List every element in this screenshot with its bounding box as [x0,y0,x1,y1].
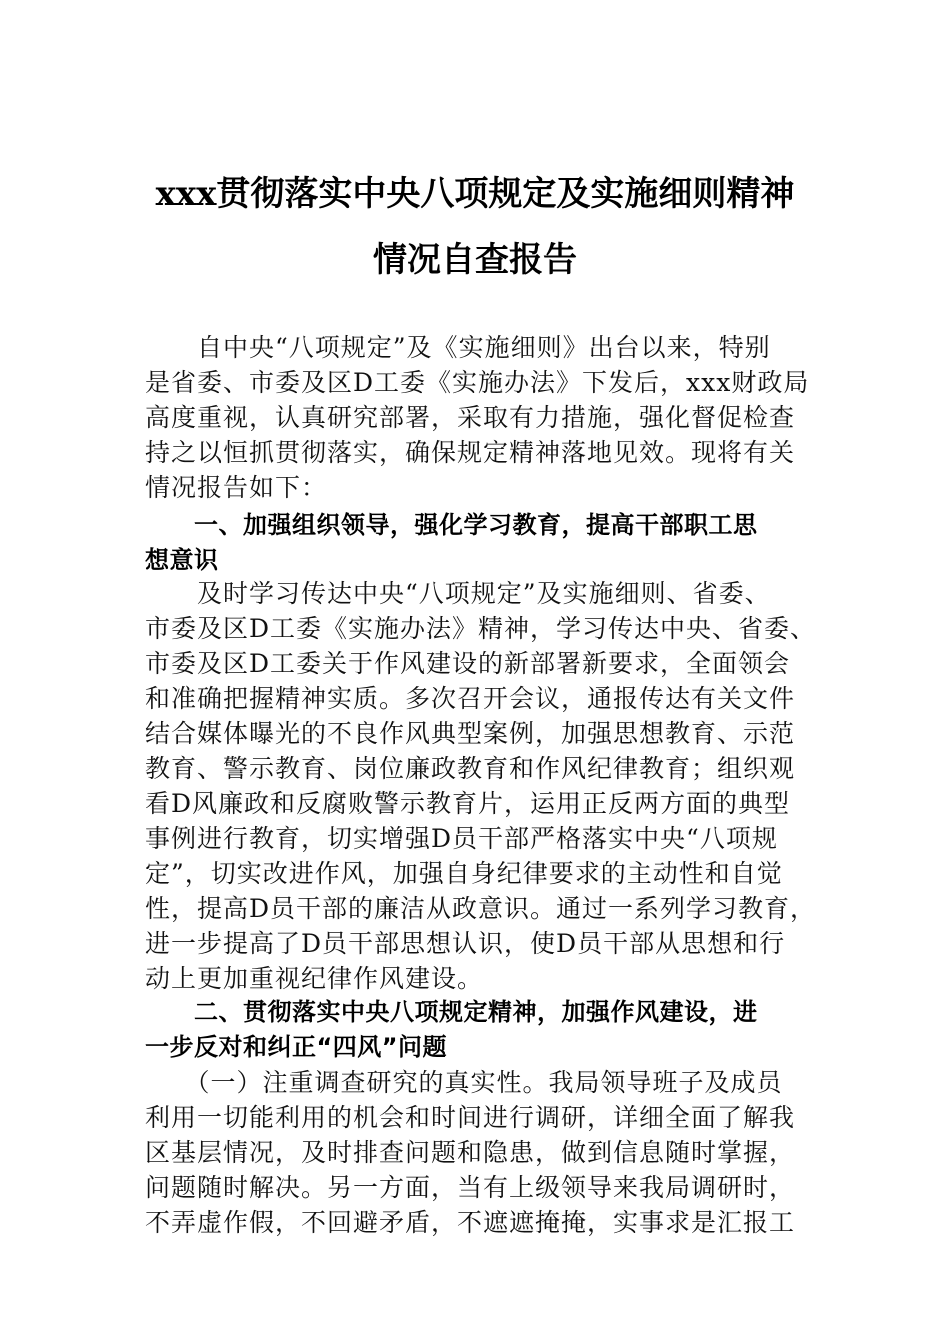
section-heading-2: 二、贯彻落实中央八项规定精神，加强作风建设，进 [145,998,758,1026]
body-line: 进一步提高了D员干部思想认识，使D员干部从思想和行 [145,929,786,958]
body-line: 情况报告如下： [145,473,328,502]
body-line: 性，提高D员干部的廉洁从政意识。通过一系列学习教育， [145,894,817,923]
body-line: 动上更加重视纪律作风建设。 [145,964,484,993]
body-line: （一）注重调查研究的真实性。我局领导班子及成员 [145,1068,783,1097]
section-heading-1: 一、加强组织领导，强化学习教育，提高干部职工思 [145,511,758,539]
body-line: 不弄虚作假，不回避矛盾，不遮遮掩掩，实事求是汇报工 [145,1208,796,1237]
body-line: 区基层情况，及时排查问题和隐患，做到信息随时掌握， [145,1138,796,1167]
body-line: 及时学习传达中央“八项规定”及实施细则、省委、 [145,579,771,608]
section-heading-1-cont: 想意识 [145,546,219,574]
document-title-line-1: xxx贯彻落实中央八项规定及实施细则精神 [155,174,795,214]
body-line: 市委及区D工委关于作风建设的新部署新要求，全面领会 [145,649,791,678]
body-line: 自中央“八项规定”及《实施细则》出台以来，特别 [145,333,771,362]
body-line: 利用一切能利用的机会和时间进行调研，详细全面了解我 [145,1103,796,1132]
body-line: 结合媒体曝光的不良作风典型案例，加强思想教育、示范 [145,719,796,748]
body-line: 和准确把握精神实质。多次召开会议，通报传达有关文件 [145,684,796,713]
body-line: 定”，切实改进作风，加强自身纪律要求的主动性和自觉 [145,859,783,888]
body-line: 看D风廉政和反腐败警示教育片，运用正反两方面的典型 [145,789,791,818]
body-line: 问题随时解决。另一方面，当有上级领导来我局调研时， [145,1173,796,1202]
body-line: 事例进行教育，切实增强D员干部严格落实中央“八项规 [145,824,778,853]
section-heading-2-cont: 一步反对和纠正“四风”问题 [145,1033,448,1061]
body-line: 高度重视，认真研究部署，采取有力措施，强化督促检查 [145,403,796,432]
body-line: 教育、警示教育、岗位廉政教育和作风纪律教育；组织观 [145,754,796,783]
body-line: 是省委、市委及区D工委《实施办法》下发后，xxx财政局 [145,368,810,397]
document-title-line-2: 情况自查报告 [373,240,577,280]
body-line: 持之以恒抓贯彻落实，确保规定精神落地见效。现将有关 [145,438,796,467]
body-line: 市委及区D工委《实施办法》精神，学习传达中央、省委、 [145,614,817,643]
